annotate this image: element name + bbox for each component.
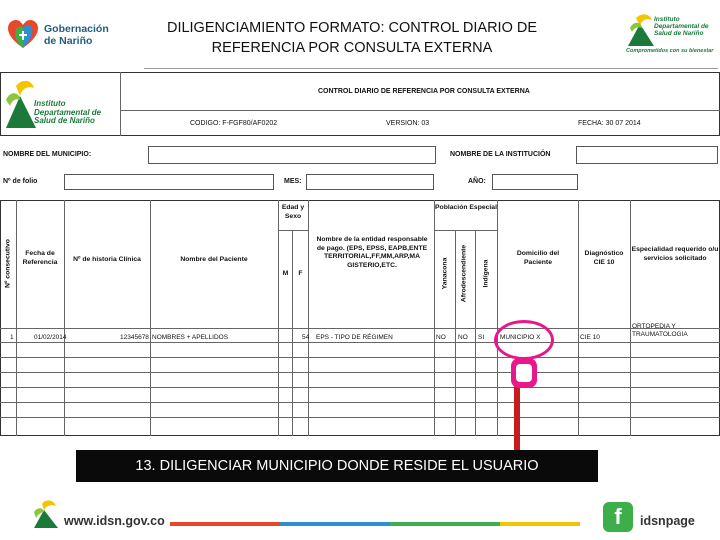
- row-sep: [0, 387, 720, 388]
- anio-field[interactable]: [492, 174, 578, 190]
- col-paciente: Nombre del Paciente: [180, 256, 248, 263]
- col-sep: [455, 230, 456, 436]
- col-fecha: Fecha de Referencia: [22, 250, 58, 266]
- idsn-logo: Instituto Departamental de Salud de Nariño Comprometidos con su bienestar: [624, 10, 716, 58]
- row-edad: 54: [302, 334, 310, 341]
- form-heading: CONTROL DIARIO DE REFERENCIA POR CONSULTA EXTERNA: [318, 88, 530, 95]
- footer-bar-blue: [280, 522, 390, 526]
- row-n: 1: [10, 334, 14, 341]
- col-sep: [308, 200, 309, 436]
- row-yanacona: NO: [436, 334, 446, 341]
- row-diagnostico: CIE 10: [580, 334, 600, 341]
- col-sep: [475, 230, 476, 436]
- col-sep: [64, 200, 65, 436]
- page-title: DILIGENCIAMIENTO FORMATO: CONTROL DIARIO DE REFERENCIA POR CONSULTA EXTERNA: [166, 20, 538, 56]
- anio-label: AÑO:: [468, 178, 486, 185]
- folio-label: Nº de folio: [3, 178, 38, 185]
- col-consecutivo: Nº consecutivo: [4, 239, 12, 288]
- col-sep: [497, 200, 498, 436]
- form-code: CODIGO: F-FGF80/AF0202: [190, 120, 278, 127]
- row-sep: [0, 372, 720, 373]
- col-m: M: [282, 270, 289, 277]
- col-especialidad: Especialidad requerido o/u servicios solicitado: [631, 246, 719, 262]
- col-sep: [150, 200, 151, 436]
- col-poblacion: Población Especial: [435, 204, 497, 211]
- row-sep: [0, 342, 720, 343]
- idsn-leaf-icon: [2, 72, 38, 130]
- col-entidad: Nombre de la entidad responsable de pago. (EPS, EPSS, EAPB,ENTE TERRITORIAL,FF,MM,ARP,MA GISTERIO,ETC.: [316, 236, 428, 269]
- edad-split: [278, 230, 308, 231]
- heart-icon: [6, 18, 40, 52]
- municipio-field[interactable]: [148, 146, 436, 164]
- row-especialidad: ORTOPEDIA Y TRAUMATOLOGIA: [632, 323, 688, 338]
- col-sep: [434, 200, 435, 436]
- footer-bar-yellow: [500, 522, 580, 526]
- form-date: FECHA: 30 07 2014: [578, 120, 641, 127]
- idsn-leaf-icon: [624, 10, 658, 50]
- row-afro: NO: [458, 334, 468, 341]
- col-edad: Edad y Sexo: [281, 204, 305, 220]
- row-sep: [0, 417, 720, 418]
- row-nombre: NOMBRES + APELLIDOS: [152, 334, 229, 341]
- form-header-split: [120, 110, 720, 111]
- col-f: F: [298, 270, 303, 277]
- municipio-label: NOMBRE DEL MUNICIPIO:: [3, 151, 92, 158]
- header-divider: [144, 68, 718, 69]
- pointer-arrow: [514, 386, 520, 450]
- footer-bar-red: [170, 522, 280, 526]
- institucion-label: NOMBRE DE LA INSTITUCIÓN: [450, 151, 551, 158]
- col-sep: [16, 200, 17, 436]
- form-logo: Instituto Departamental de Salud de Nariño: [2, 72, 118, 132]
- gobernacion-logo: [6, 14, 110, 56]
- col-diagnostico: Diagnóstico CIE 10: [584, 250, 624, 266]
- highlight-oval: [494, 320, 554, 360]
- pointer-arrow-head: [511, 358, 537, 388]
- col-sep: [630, 200, 631, 436]
- row-fecha: 01/02/2014: [34, 334, 67, 341]
- row-sep: [0, 357, 720, 358]
- form-version: VERSION: 03: [386, 120, 430, 127]
- col-afro: Afrodescendiente: [460, 244, 468, 303]
- instruction-banner: 13. DILIGENCIAR MUNICIPIO DONDE RESIDE EL USUARIO: [76, 450, 598, 482]
- row-historia: 12345678: [120, 334, 149, 341]
- folio-field[interactable]: [64, 174, 274, 190]
- form-header-vsplit: [120, 72, 121, 136]
- col-indigena: Indígena: [482, 259, 490, 288]
- footer-bar-green: [390, 522, 500, 526]
- institucion-field[interactable]: [576, 146, 718, 164]
- mes-field[interactable]: [306, 174, 434, 190]
- row-entidad: EPS - TIPO DE RÉGIMEN: [316, 334, 393, 341]
- gobernacion-name: Gobernación de Nariño: [44, 23, 109, 47]
- facebook-icon[interactable]: f: [603, 502, 633, 532]
- col-sep: [278, 200, 279, 436]
- col-historia: Nº de historia Clínica: [73, 256, 141, 263]
- footer-url[interactable]: www.idsn.gov.co: [64, 514, 165, 528]
- col-yanacona: Yanacona: [441, 257, 449, 290]
- col-domicilio: Domicilio del Paciente: [516, 250, 560, 266]
- row-domicilio[interactable]: MUNICIPIO X: [500, 334, 541, 341]
- social-handle[interactable]: idsnpage: [640, 514, 695, 528]
- row-sep: [0, 402, 720, 403]
- row-sep: [0, 328, 720, 329]
- row-indigena: SI: [478, 334, 485, 341]
- idsn-leaf-icon: [32, 496, 60, 530]
- col-sep: [292, 230, 293, 436]
- col-sep: [578, 200, 579, 436]
- poblacion-split: [434, 230, 497, 231]
- mes-label: MES:: [284, 178, 302, 185]
- referral-form: [0, 70, 720, 438]
